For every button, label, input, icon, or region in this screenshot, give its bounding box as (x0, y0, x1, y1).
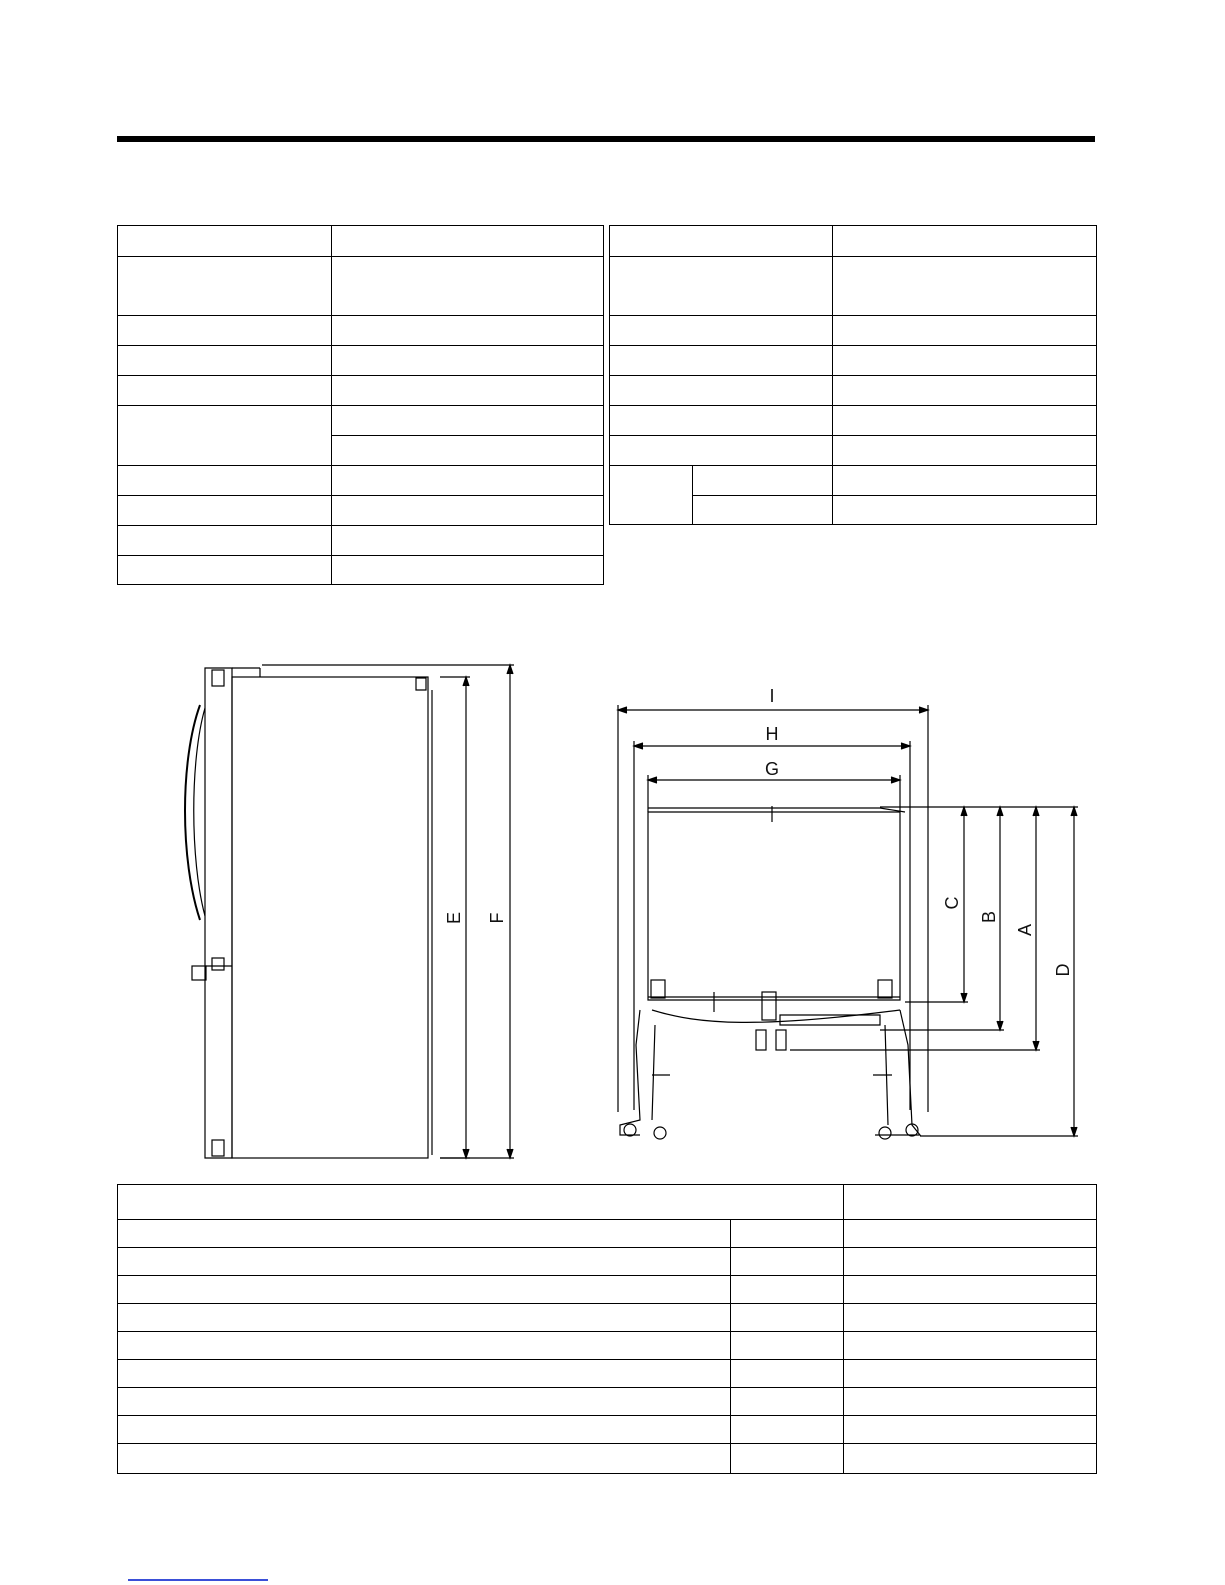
table-cell (844, 1276, 1097, 1304)
dim-label-g: G (764, 759, 780, 779)
table-row (118, 1444, 1097, 1474)
table-cell (844, 1220, 1097, 1248)
dimension-table (117, 1184, 1097, 1474)
table-row (118, 1220, 1097, 1248)
table-cell (118, 1276, 731, 1304)
table-cell (731, 1360, 844, 1388)
front-view-drawing (618, 705, 1078, 1139)
table-row (118, 1388, 1097, 1416)
table-cell (118, 1332, 731, 1360)
table-row (118, 1248, 1097, 1276)
table-cell (844, 1304, 1097, 1332)
table-cell (118, 1444, 731, 1474)
table-cell (731, 1304, 844, 1332)
table-cell (118, 1360, 731, 1388)
side-view-drawing (185, 665, 514, 1158)
dim-label-a: A (1015, 923, 1035, 937)
table-cell (844, 1444, 1097, 1474)
table-cell (118, 1185, 844, 1220)
table-row (118, 1360, 1097, 1388)
table-cell (118, 1304, 731, 1332)
table-row (118, 1304, 1097, 1332)
table-row (118, 1276, 1097, 1304)
table-row (118, 1332, 1097, 1360)
table-cell (118, 1220, 731, 1248)
table-cell (731, 1220, 844, 1248)
dim-label-f: F (487, 912, 507, 924)
dim-label-b: B (979, 910, 999, 924)
table-cell (844, 1332, 1097, 1360)
dim-label-d: D (1053, 963, 1073, 977)
dim-label-h: H (765, 724, 779, 744)
table-row (118, 1185, 1097, 1220)
table-cell (731, 1248, 844, 1276)
table-cell (118, 1416, 731, 1444)
table-cell (844, 1388, 1097, 1416)
footer-link[interactable] (128, 1579, 268, 1581)
dim-label-e: E (444, 911, 464, 925)
table-row (118, 1416, 1097, 1444)
dim-label-c: C (942, 896, 962, 910)
table-cell (844, 1416, 1097, 1444)
table-cell (731, 1416, 844, 1444)
table-cell (844, 1360, 1097, 1388)
table-cell (731, 1276, 844, 1304)
table-cell (731, 1444, 844, 1474)
table-cell (731, 1332, 844, 1360)
table-cell (844, 1185, 1097, 1220)
table-cell (731, 1388, 844, 1416)
table-cell (118, 1248, 731, 1276)
dim-label-i: I (769, 686, 775, 706)
table-cell (844, 1248, 1097, 1276)
table-cell (118, 1388, 731, 1416)
